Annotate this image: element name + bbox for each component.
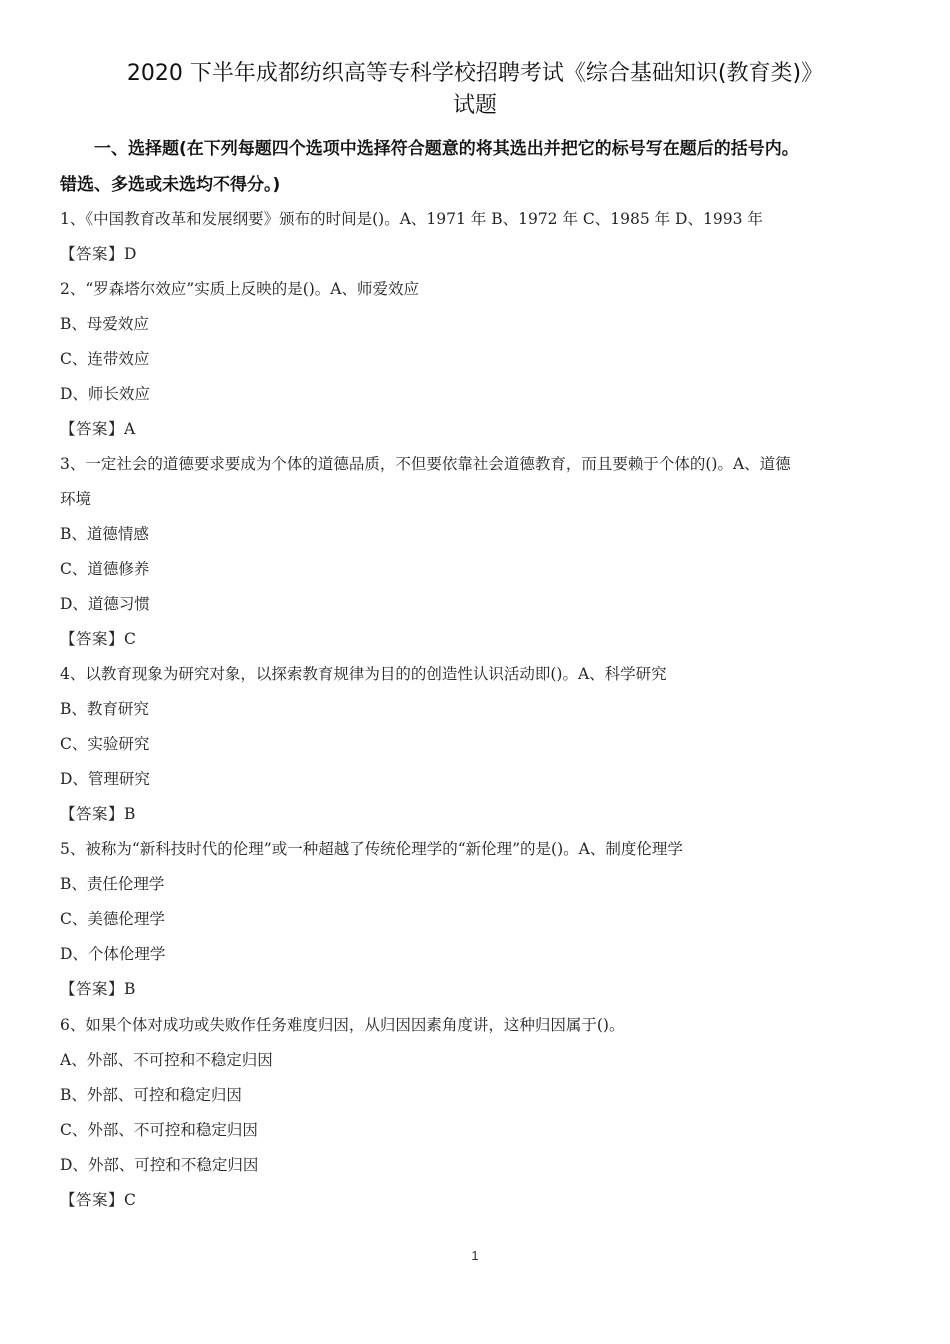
section-heading-line-2: 错选、多选或未选均不得分。) bbox=[60, 175, 281, 195]
document-title-line-2: 试题 bbox=[452, 93, 497, 118]
answer-5: 【答案】B bbox=[60, 980, 136, 998]
option-line: D、外部、可控和不稳定归因 bbox=[60, 1156, 259, 1174]
question-2-line: 2、“罗森塔尔效应”实质上反映的是()。A、师爱效应 bbox=[60, 280, 419, 298]
question-3-line: 3、一定社会的道德要求要成为个体的道德品质，不但要依靠社会道德教育，而且要赖于个体的()。A、道德 bbox=[60, 455, 791, 473]
document-title-line-1: 2020 下半年成都纺织高等专科学校招聘考试《综合基础知识(教育类)》 bbox=[126, 61, 824, 86]
answer-6: 【答案】C bbox=[60, 1191, 137, 1209]
question-1-line: 1、《中国教育改革和发展纲要》颁布的时间是()。A、1971 年 B、1972 年 C、1985 年 D、1993 年 bbox=[60, 210, 763, 228]
option-line: B、道德情感 bbox=[60, 525, 149, 543]
page-number: 1 bbox=[471, 1248, 479, 1263]
option-line: D、师长效应 bbox=[60, 385, 150, 403]
option-line: B、责任伦理学 bbox=[60, 875, 165, 893]
option-line: B、外部、可控和稳定归因 bbox=[60, 1086, 242, 1104]
option-line: A、外部、不可控和不稳定归因 bbox=[60, 1051, 273, 1069]
option-line: C、道德修养 bbox=[60, 560, 150, 578]
option-line: D、道德习惯 bbox=[60, 595, 150, 613]
answer-2: 【答案】A bbox=[60, 420, 136, 438]
question-4-line: 4、以教育现象为研究对象，以探索教育规律为目的的创造性认识活动即()。A、科学研究 bbox=[60, 665, 667, 683]
section-heading-line-1: 一、选择题(在下列每题四个选项中选择符合题意的将其选出并把它的标号写在题后的括号内。 bbox=[94, 139, 799, 159]
option-line: C、美德伦理学 bbox=[60, 910, 165, 928]
option-line: C、实验研究 bbox=[60, 735, 150, 753]
answer-3: 【答案】C bbox=[60, 630, 137, 648]
question-6-line: 6、如果个体对成功或失败作任务难度归因，从归因因素角度讲，这种归因属于()。 bbox=[60, 1016, 625, 1034]
question-3-line-cont: 环境 bbox=[60, 490, 92, 508]
option-line: B、教育研究 bbox=[60, 700, 149, 718]
answer-1: 【答案】D bbox=[60, 245, 137, 263]
question-5-line: 5、被称为“新科技时代的伦理”或一种超越了传统伦理学的“新伦理”的是()。A、制度伦理学 bbox=[60, 840, 683, 858]
option-line: B、母爱效应 bbox=[60, 315, 149, 333]
option-line: D、个体伦理学 bbox=[60, 945, 166, 963]
answer-4: 【答案】B bbox=[60, 805, 136, 823]
option-line: D、管理研究 bbox=[60, 770, 150, 788]
option-line: C、外部、不可控和稳定归因 bbox=[60, 1121, 258, 1139]
option-line: C、连带效应 bbox=[60, 350, 150, 368]
